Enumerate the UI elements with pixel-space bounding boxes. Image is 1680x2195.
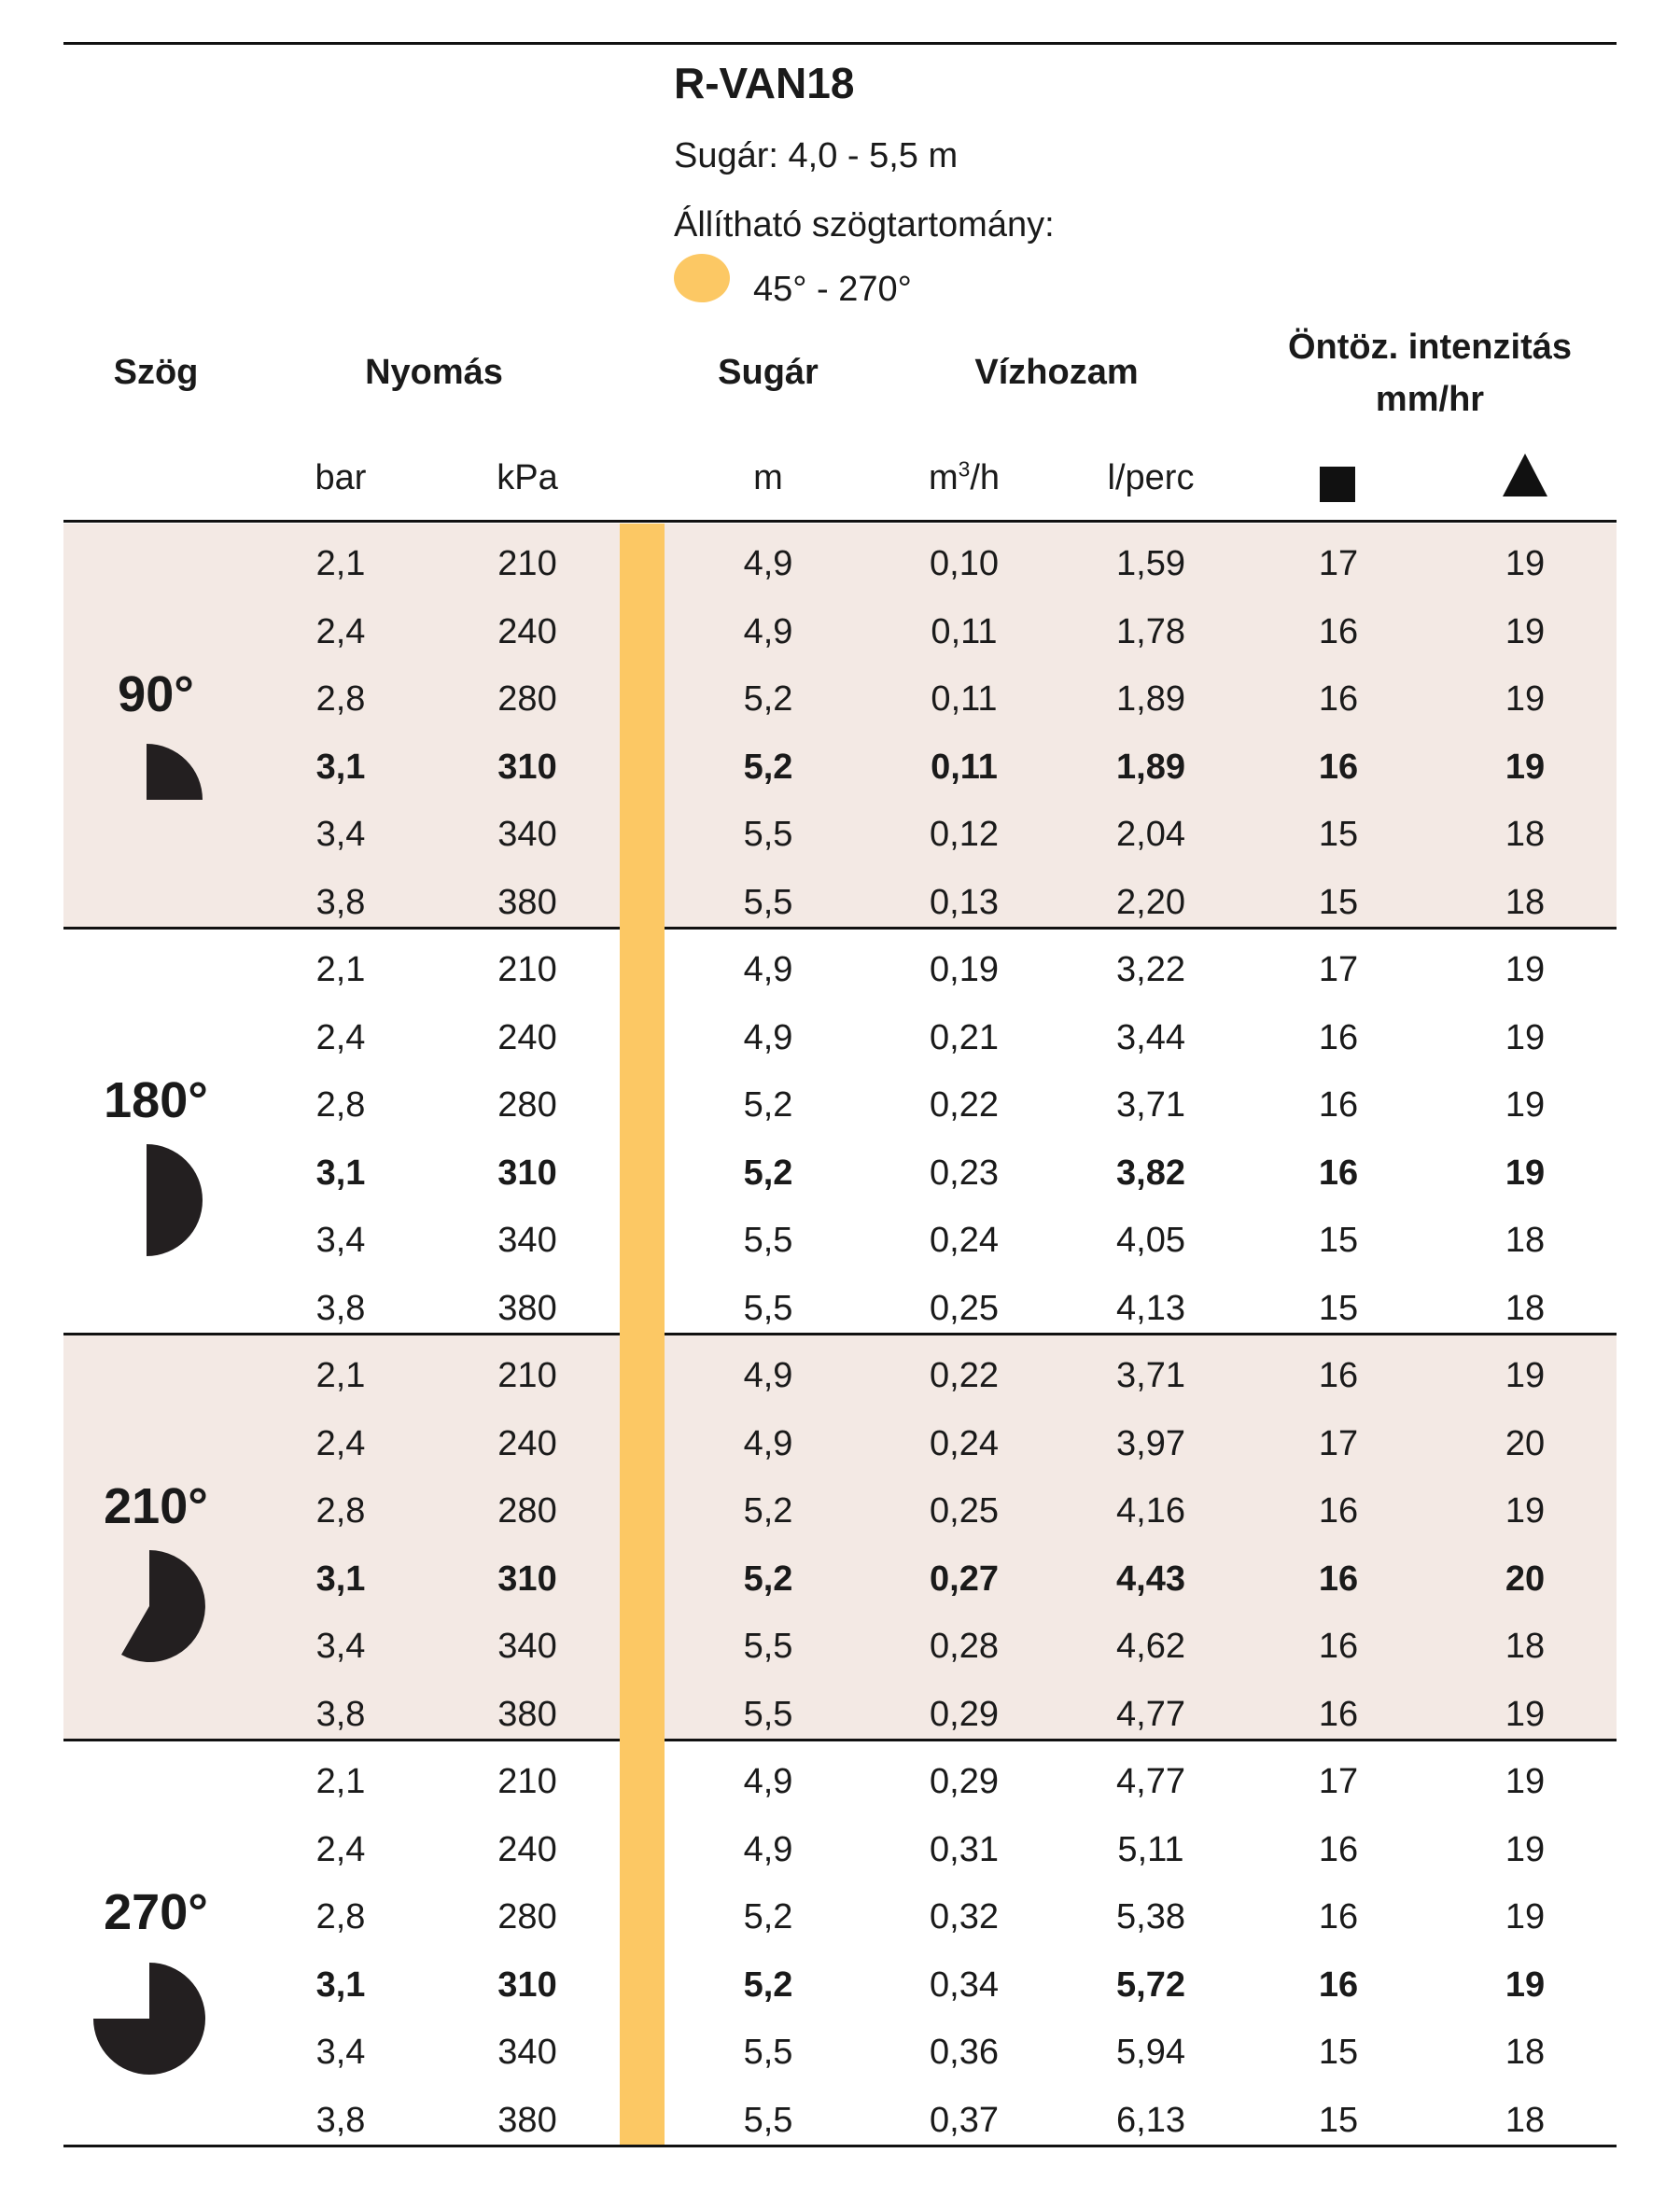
arc-angle-label: 180°: [104, 1072, 208, 1128]
adjustable-arc-label: Állítható szögtartomány:: [674, 205, 1055, 245]
cell-m: 5,5: [743, 1221, 793, 1260]
cell-m3h: 0,11: [931, 747, 998, 787]
cell-sq: 16: [1318, 1085, 1359, 1125]
cell-lperc: 4,13: [1116, 1288, 1185, 1328]
column-header-precip-line1: Öntöz. intenzitás: [1288, 328, 1572, 367]
cell-m3h: 0,32: [930, 1897, 999, 1936]
group-divider: [63, 927, 1617, 930]
cell-tri: 18: [1505, 1288, 1546, 1328]
cell-sq: 15: [1318, 1221, 1359, 1260]
cell-lperc: 3,22: [1116, 950, 1185, 989]
cell-lperc: 4,05: [1116, 1221, 1185, 1260]
half-circle-icon: [147, 1144, 204, 1256]
group-divider: [63, 1739, 1617, 1741]
cell-tri: 19: [1505, 1085, 1546, 1125]
bottom-rule: [63, 2145, 1617, 2147]
cell-lperc: 4,77: [1116, 1694, 1185, 1734]
cell-tri: 19: [1505, 1964, 1546, 2005]
unit-m: m: [753, 458, 783, 497]
cell-m: 4,9: [743, 1423, 793, 1463]
cell-sq: 17: [1318, 1762, 1359, 1801]
cell-lperc: 2,04: [1116, 815, 1185, 854]
square-spacing-icon: [1320, 467, 1355, 506]
cell-lperc: 4,43: [1116, 1559, 1185, 1599]
cell-bar: 3,8: [315, 1694, 366, 1734]
cell-m3h: 0,29: [930, 1762, 999, 1801]
cell-m3h: 0,10: [930, 544, 999, 583]
cell-kpa: 310: [497, 747, 557, 787]
cell-m: 5,2: [743, 1491, 793, 1531]
arc-angle-label: 210°: [104, 1478, 208, 1534]
cell-bar: 3,1: [315, 747, 366, 787]
cell-bar: 2,1: [315, 950, 366, 989]
column-header-precip-line2: mm/hr: [1375, 380, 1485, 419]
cell-bar: 3,8: [315, 2100, 366, 2140]
cell-sq: 16: [1318, 1964, 1359, 2005]
cell-sq: 16: [1318, 1491, 1359, 1531]
cell-m3h: 0,24: [930, 1423, 999, 1463]
cell-m3h: 0,11: [931, 679, 998, 719]
cell-m3h: 0,36: [930, 2033, 999, 2072]
cell-tri: 19: [1505, 747, 1546, 787]
cell-tri: 19: [1505, 1829, 1546, 1869]
unit-lperc: l/perc: [1107, 458, 1195, 497]
210-degree-arc-icon: [103, 1550, 207, 1662]
adjustable-arc-dot-icon: [674, 254, 730, 302]
cell-m: 5,5: [743, 1694, 793, 1734]
cell-kpa: 380: [497, 1288, 557, 1328]
cell-tri: 18: [1505, 2033, 1546, 2072]
nozzle-title: R-VAN18: [674, 59, 855, 107]
cell-m: 5,5: [743, 2033, 793, 2072]
cell-m3h: 0,34: [930, 1964, 999, 2005]
cell-m3h: 0,11: [931, 611, 998, 651]
cell-sq: 15: [1318, 815, 1359, 854]
cell-tri: 19: [1505, 950, 1546, 989]
cell-kpa: 340: [497, 1221, 557, 1260]
column-header-pressure: Nyomás: [365, 353, 503, 392]
cell-m: 5,5: [743, 1288, 793, 1328]
cell-m3h: 0,29: [930, 1694, 999, 1734]
cell-lperc: 5,72: [1116, 1964, 1185, 2005]
group-band: [63, 1335, 1617, 1740]
cell-bar: 2,8: [315, 679, 366, 719]
cell-kpa: 280: [497, 1085, 557, 1125]
cell-tri: 19: [1505, 544, 1546, 583]
arc-angle-label: 90°: [118, 666, 194, 722]
cell-tri: 19: [1505, 611, 1546, 651]
cell-kpa: 210: [497, 1356, 557, 1395]
cell-lperc: 6,13: [1116, 2100, 1185, 2140]
cell-m: 5,2: [743, 1153, 793, 1193]
cell-lperc: 2,20: [1116, 882, 1185, 922]
cell-lperc: 1,89: [1116, 747, 1185, 787]
cell-tri: 19: [1505, 1694, 1546, 1734]
cell-bar: 3,4: [315, 2033, 366, 2072]
cell-m3h: 0,31: [930, 1829, 999, 1869]
cell-bar: 3,8: [315, 882, 366, 922]
top-rule: [63, 42, 1617, 45]
cell-kpa: 340: [497, 815, 557, 854]
cell-bar: 2,1: [315, 1762, 366, 1801]
cell-sq: 16: [1318, 1829, 1359, 1869]
cell-m3h: 0,28: [930, 1627, 999, 1666]
cell-tri: 19: [1505, 1356, 1546, 1395]
cell-tri: 20: [1505, 1559, 1546, 1599]
cell-kpa: 240: [497, 611, 557, 651]
cell-kpa: 310: [497, 1964, 557, 2005]
cell-sq: 16: [1318, 1017, 1359, 1057]
adjustable-arc-bar: [620, 524, 665, 2146]
unit-m3h: $m^3/h$: [928, 456, 1001, 497]
cell-lperc: 5,11: [1117, 1829, 1184, 1869]
cell-m3h: 0,24: [930, 1221, 999, 1260]
cell-tri: 19: [1505, 679, 1546, 719]
cell-m: 5,2: [743, 747, 793, 787]
cell-m3h: 0,23: [930, 1153, 999, 1193]
cell-m: 5,5: [743, 815, 793, 854]
cell-kpa: 280: [497, 679, 557, 719]
cell-tri: 19: [1505, 1491, 1546, 1531]
cell-m: 5,2: [743, 1559, 793, 1599]
cell-tri: 19: [1505, 1153, 1546, 1193]
cell-kpa: 210: [497, 544, 557, 583]
cell-kpa: 310: [497, 1559, 557, 1599]
cell-lperc: 3,82: [1116, 1153, 1185, 1193]
cell-m: 4,9: [743, 1017, 793, 1057]
cell-m: 5,2: [743, 679, 793, 719]
cell-tri: 18: [1505, 2100, 1546, 2140]
arc-angle-label: 270°: [104, 1884, 208, 1940]
cell-sq: 16: [1318, 679, 1359, 719]
cell-kpa: 240: [497, 1017, 557, 1057]
cell-m: 4,9: [743, 950, 793, 989]
cell-lperc: 5,94: [1116, 2033, 1185, 2072]
cell-m3h: 0,25: [930, 1288, 999, 1328]
cell-lperc: 4,62: [1116, 1627, 1185, 1666]
cell-m3h: 0,12: [930, 815, 999, 854]
group-divider: [63, 1333, 1617, 1335]
cell-sq: 16: [1318, 747, 1359, 787]
cell-m3h: 0,19: [930, 950, 999, 989]
cell-tri: 19: [1505, 1897, 1546, 1936]
cell-lperc: 5,38: [1116, 1897, 1185, 1936]
cell-bar: 2,4: [315, 1017, 366, 1057]
cell-m: 4,9: [743, 1762, 793, 1801]
cell-m3h: 0,37: [930, 2100, 999, 2140]
cell-tri: 19: [1505, 1017, 1546, 1057]
cell-bar: 2,1: [315, 544, 366, 583]
group-band: [63, 524, 1617, 928]
cell-m: 4,9: [743, 1829, 793, 1869]
quarter-circle-icon: [147, 744, 204, 802]
triangle-spacing-icon: [1503, 454, 1547, 500]
cell-bar: 3,4: [315, 815, 366, 854]
cell-bar: 2,4: [315, 1829, 366, 1869]
cell-bar: 2,8: [315, 1897, 366, 1936]
cell-bar: 2,4: [315, 1423, 366, 1463]
cell-lperc: 3,71: [1116, 1085, 1185, 1125]
cell-sq: 16: [1318, 611, 1359, 651]
radius-range-label: Sugár: 4,0 - 5,5 m: [674, 136, 959, 175]
cell-sq: 16: [1318, 1153, 1359, 1193]
cell-tri: 19: [1505, 1762, 1546, 1801]
cell-kpa: 240: [497, 1829, 557, 1869]
cell-m3h: 0,22: [930, 1085, 999, 1125]
cell-lperc: 3,44: [1116, 1017, 1185, 1057]
cell-bar: 3,1: [315, 1153, 366, 1193]
cell-sq: 16: [1318, 1559, 1359, 1599]
cell-lperc: 4,77: [1116, 1762, 1185, 1801]
cell-bar: 3,4: [315, 1221, 366, 1260]
cell-kpa: 240: [497, 1423, 557, 1463]
cell-lperc: 3,71: [1116, 1356, 1185, 1395]
cell-bar: 2,1: [315, 1356, 366, 1395]
cell-kpa: 210: [497, 1762, 557, 1801]
cell-bar: 3,4: [315, 1627, 366, 1666]
cell-sq: 15: [1318, 882, 1359, 922]
cell-m: 4,9: [743, 1356, 793, 1395]
cell-m3h: 0,22: [930, 1356, 999, 1395]
cell-m: 5,2: [743, 1964, 793, 2005]
cell-lperc: 3,97: [1116, 1423, 1185, 1463]
adjustable-arc-range: 45° - 270°: [753, 270, 912, 309]
cell-kpa: 280: [497, 1491, 557, 1531]
cell-m: 5,5: [743, 1627, 793, 1666]
cell-bar: 2,8: [315, 1085, 366, 1125]
cell-kpa: 380: [497, 1694, 557, 1734]
cell-m3h: 0,13: [930, 882, 999, 922]
cell-tri: 18: [1505, 882, 1546, 922]
cell-kpa: 210: [497, 950, 557, 989]
header-bottom-rule: [63, 520, 1617, 523]
cell-m: 5,2: [743, 1085, 793, 1125]
cell-tri: 18: [1505, 1221, 1546, 1260]
cell-bar: 3,8: [315, 1288, 366, 1328]
cell-bar: 2,8: [315, 1491, 366, 1531]
cell-bar: 3,1: [315, 1964, 366, 2005]
cell-kpa: 380: [497, 2100, 557, 2140]
cell-sq: 16: [1318, 1627, 1359, 1666]
cell-kpa: 380: [497, 882, 557, 922]
cell-lperc: 4,16: [1116, 1491, 1185, 1531]
cell-lperc: 1,59: [1116, 544, 1185, 583]
cell-sq: 16: [1318, 1694, 1359, 1734]
cell-m3h: 0,25: [930, 1491, 999, 1531]
cell-sq: 16: [1318, 1897, 1359, 1936]
cell-m: 5,5: [743, 2100, 793, 2140]
cell-m: 4,9: [743, 544, 793, 583]
cell-lperc: 1,89: [1116, 679, 1185, 719]
cell-bar: 2,4: [315, 611, 366, 651]
cell-sq: 17: [1318, 544, 1359, 583]
cell-kpa: 280: [497, 1897, 557, 1936]
cell-m3h: 0,21: [930, 1017, 999, 1057]
column-header-flow: Vízhozam: [974, 353, 1139, 392]
cell-kpa: 340: [497, 1627, 557, 1666]
cell-kpa: 310: [497, 1153, 557, 1193]
cell-tri: 20: [1505, 1423, 1546, 1463]
column-header-angle: Szög: [113, 353, 199, 392]
cell-tri: 18: [1505, 815, 1546, 854]
cell-sq: 17: [1318, 1423, 1359, 1463]
cell-bar: 3,1: [315, 1559, 366, 1599]
cell-sq: 15: [1318, 1288, 1359, 1328]
cell-kpa: 340: [497, 2033, 557, 2072]
unit-kpa: kPa: [497, 458, 558, 497]
cell-tri: 18: [1505, 1627, 1546, 1666]
cell-m3h: 0,27: [930, 1559, 999, 1599]
cell-lperc: 1,78: [1116, 611, 1185, 651]
three-quarter-circle-icon: [91, 1961, 207, 2076]
unit-bar: bar: [315, 458, 367, 497]
cell-sq: 15: [1318, 2100, 1359, 2140]
cell-sq: 17: [1318, 950, 1359, 989]
cell-sq: 15: [1318, 2033, 1359, 2072]
cell-sq: 16: [1318, 1356, 1359, 1395]
cell-m: 5,5: [743, 882, 793, 922]
cell-m: 5,2: [743, 1897, 793, 1936]
column-header-radius: Sugár: [718, 353, 819, 392]
cell-m: 4,9: [743, 611, 793, 651]
